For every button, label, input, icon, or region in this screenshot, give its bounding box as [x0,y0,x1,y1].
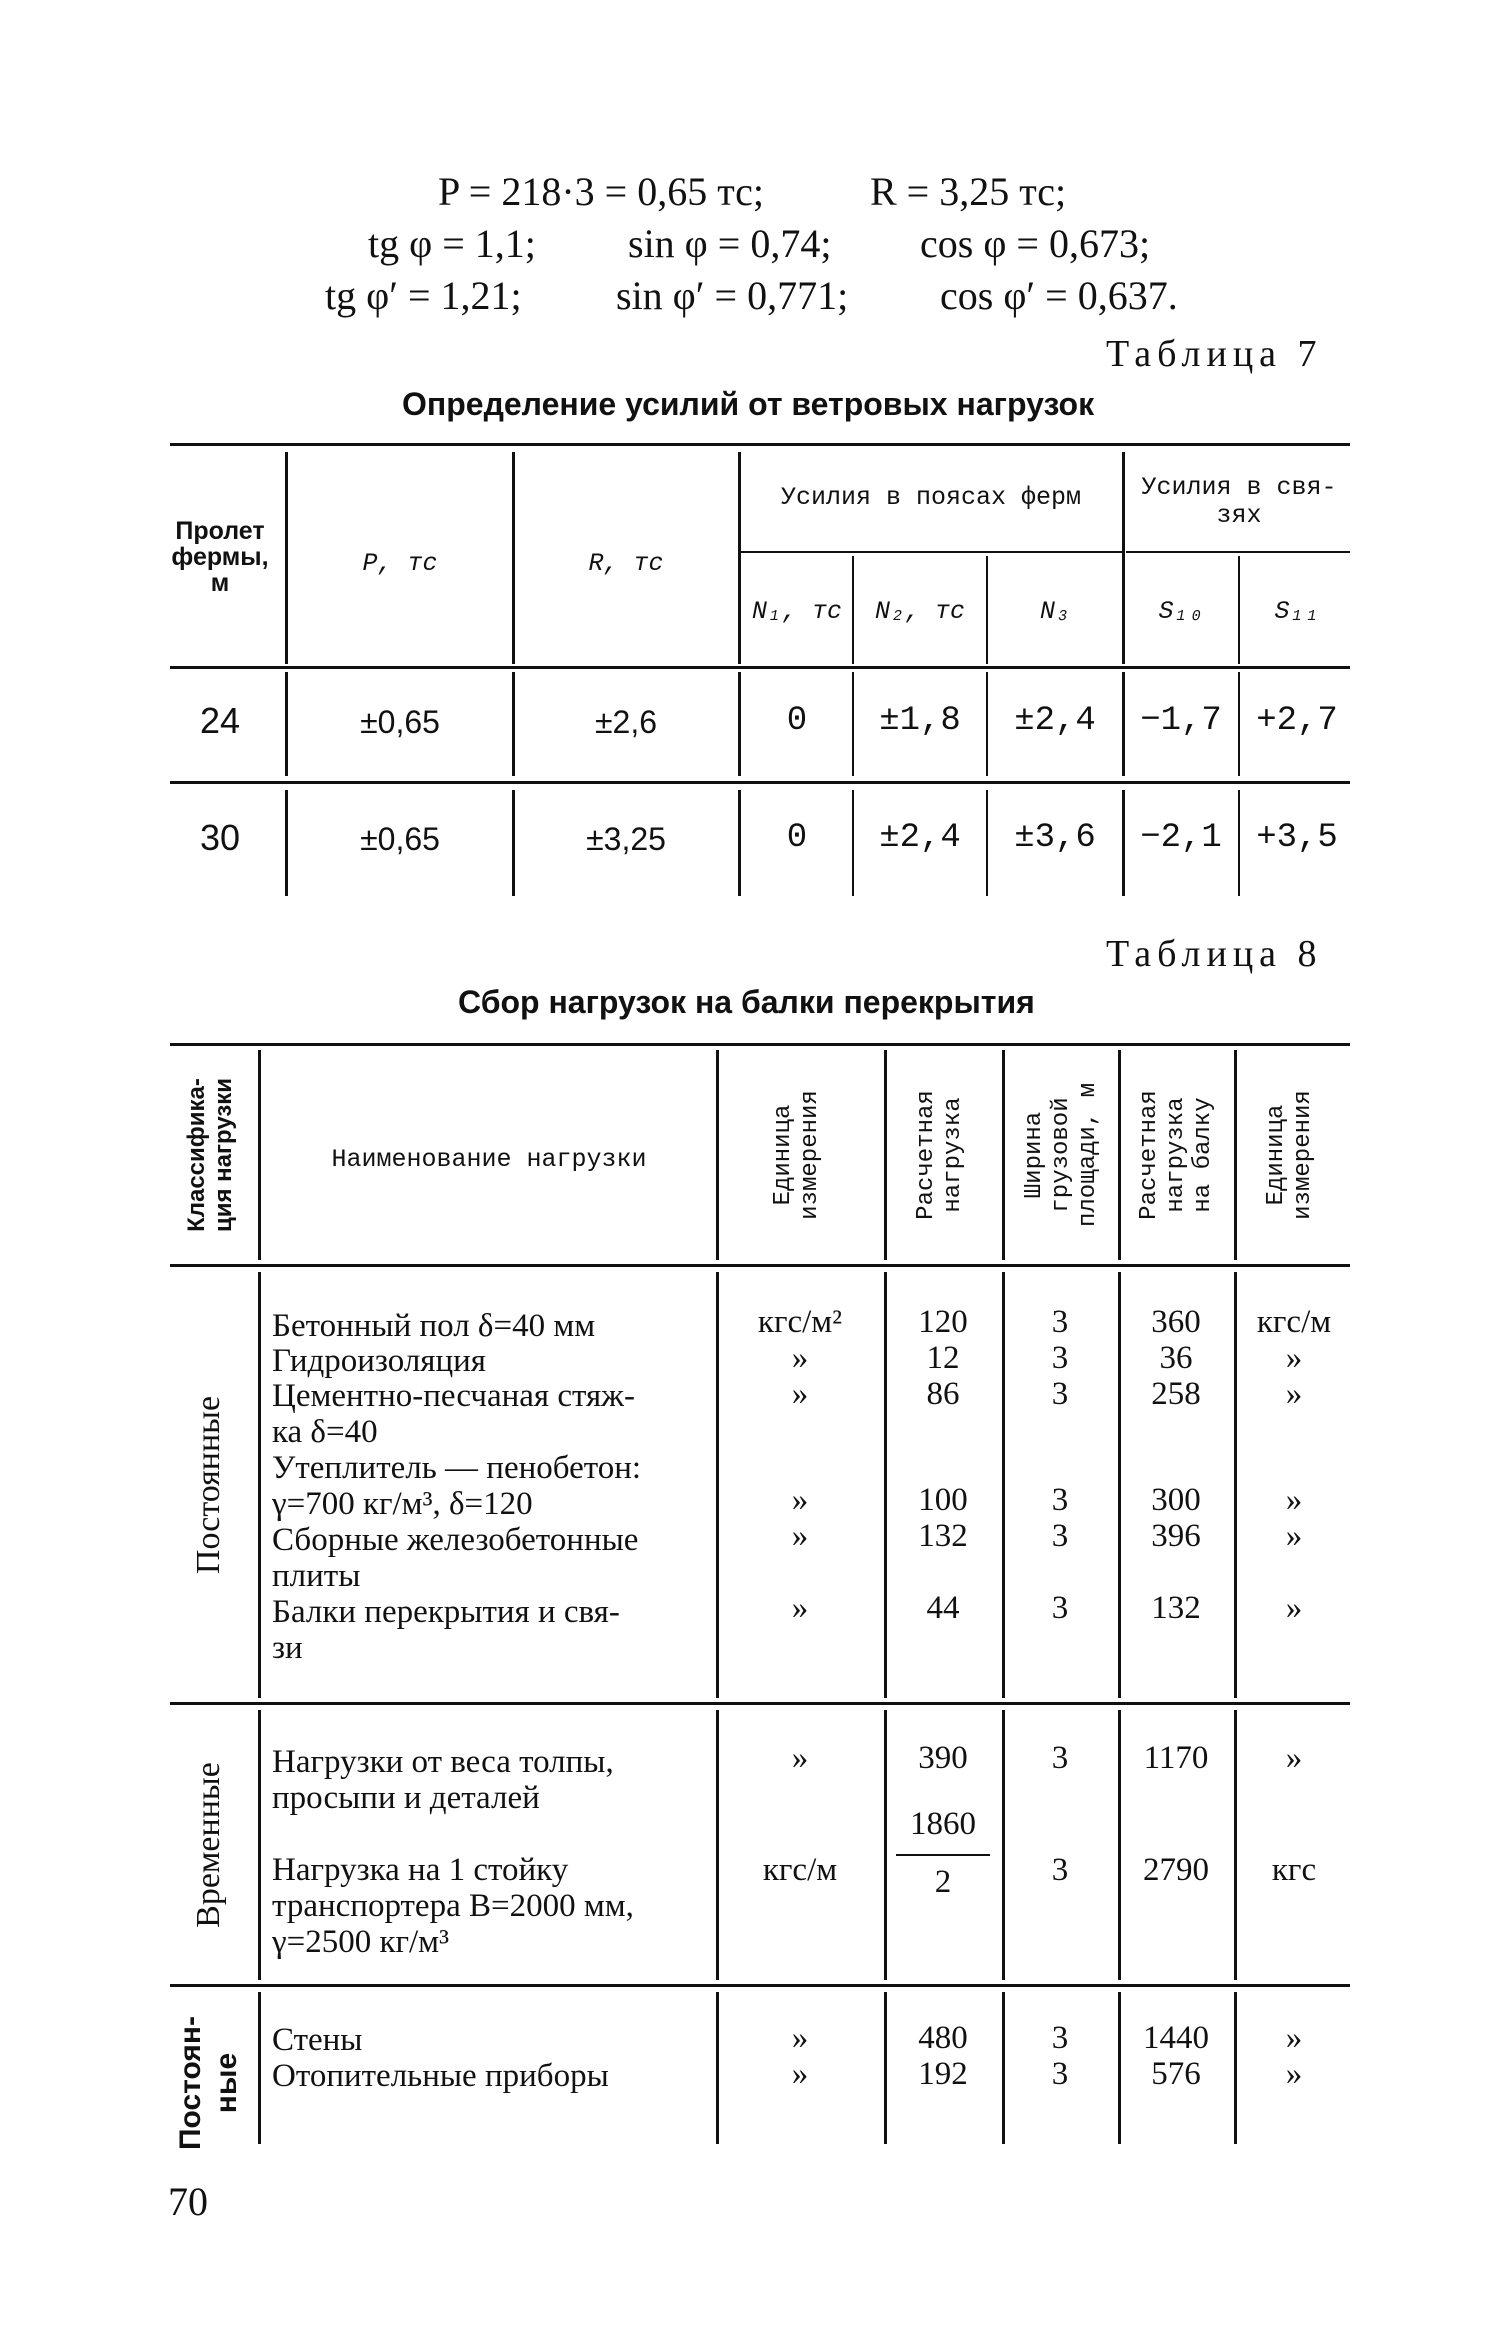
t7-header-r: R, тс [588,549,664,578]
t7-header-n2: N₂, тс [874,597,965,626]
t7-header-belt-group: Усилия в поясах ферм [780,483,1082,512]
t8-group-temporary-label: Временные [190,1762,227,1928]
t8-g1-r6-name-1: Балки перекрытия и свя- [272,1594,620,1630]
t8-header-classification: Классифика- ция нагрузки [183,1077,237,1233]
formula-sin-prime: sin φ′ = 0,771; [616,273,849,318]
t8-header-design-load: Расчетная нагрузка [913,1090,967,1220]
t8-g1-r6-unit2: » [1285,1590,1303,1626]
t8-g1-r1-unit1: кгс/м² [757,1304,843,1340]
t8-header-unit2: Единица измерения [1263,1090,1317,1220]
t7-row2-s11: +3,5 [1256,819,1338,857]
formula-cos-prime: cos φ′ = 0,637. [940,273,1178,318]
t8-g1-r5-beam: 396 [1151,1518,1201,1554]
t8-g3-r2-unit1: » [791,2056,809,2092]
t8-g1-r3-unit2: » [1285,1376,1303,1412]
t8-g1-r5-width: 3 [1051,1518,1069,1554]
t7-row1-n1: 0 [786,702,808,740]
t8-g2-r2-name-1: Нагрузка на 1 стойку [272,1852,569,1888]
t8-g2-r2-beam: 2790 [1143,1852,1209,1888]
fraction-bar [896,1854,990,1856]
t8-g1-r5-name-2: плиты [272,1558,361,1594]
table8-caption: Таблица 8 [1106,933,1323,975]
t7-row2-r: ±3,25 [586,821,666,857]
t8-g2-r1-load: 390 [918,1740,968,1776]
t7-header-n1: N₁, тс [751,597,842,626]
t8-g1-r4-unit1: » [791,1482,809,1518]
t8-g1-r1-beam: 360 [1151,1304,1201,1340]
t7-row1-r: ±2,6 [594,704,658,740]
t7-row1-span: 24 [199,700,241,741]
t8-g1-r4-unit2: » [1285,1482,1303,1518]
t8-g1-r4-width: 3 [1051,1482,1069,1518]
formula-cos: cos φ = 0,673; [920,221,1151,266]
t8-g3-r1-name: Стены [272,2022,363,2058]
t8-g2-r1-beam: 1170 [1143,1740,1209,1776]
t8-g1-r5-unit2: » [1285,1518,1303,1554]
t8-g2-r1-name-2: просыпи и деталей [272,1780,540,1816]
t8-g1-r4-name-1: Утеплитель — пенобетон: [272,1450,642,1486]
t7-row2-s10: −2,1 [1140,819,1222,857]
t7-header-link-group: Усилия в свя- зях [1141,473,1337,530]
t7-row1-s10: −1,7 [1140,702,1222,740]
t8-g1-r2-width: 3 [1051,1340,1069,1376]
t8-g1-r3-name-2: ка δ=40 [272,1414,378,1450]
t8-g2-r2-load-num: 1860 [910,1806,976,1842]
t8-g1-r3-beam: 258 [1151,1376,1201,1412]
t8-group-permanent-label: Постоянные [190,1395,227,1575]
t7-header-p: P, тс [362,549,438,578]
t8-g2-r2-unit2: кгс [1271,1852,1317,1888]
t8-g1-r3-unit1: » [791,1376,809,1412]
t8-g3-r2-name: Отопительные приборы [272,2058,609,2094]
table7-title: Определение усилий от ветровых нагрузок [402,386,1095,422]
t8-g1-r6-width: 3 [1051,1590,1069,1626]
t8-g1-r3-load: 86 [926,1376,960,1412]
page-number: 70 [168,2179,208,2224]
t7-row1-n2: ±1,8 [879,702,961,740]
t8-g1-r4-name-2: γ=700 кг/м³, δ=120 [272,1486,533,1522]
t8-g3-r1-unit2: » [1285,2020,1303,2056]
t7-row1-s11: +2,7 [1256,702,1338,740]
t8-g3-r1-beam: 1440 [1143,2020,1209,2056]
t8-header-unit1: Единица измерения [770,1090,824,1220]
t8-g1-r2-load: 12 [926,1340,960,1376]
t8-g2-r2-width: 3 [1051,1852,1069,1888]
formula-p: P = 218·3 = 0,65 тс; [438,169,765,214]
t8-g1-r5-unit1: » [791,1518,809,1554]
t8-g3-r1-load: 480 [918,2020,968,2056]
t8-g1-r6-unit1: » [791,1590,809,1626]
t8-g1-r3-name-1: Цементно-песчаная стяж- [272,1378,635,1414]
t7-header-n3: N₃ [1039,597,1070,626]
t8-header-beam-load: Расчетная нагрузка на балку [1136,1090,1217,1220]
t8-g2-r2-unit1: кгс/м [762,1852,838,1888]
t8-g1-r6-load: 44 [926,1590,960,1626]
t7-header-s11: S₁₁ [1274,597,1320,626]
formula-tg-prime: tg φ′ = 1,21; [325,273,522,318]
t7-row1-n3: ±2,4 [1014,702,1096,740]
t8-g2-r2-name-2: транспортера B=2000 мм, [272,1888,634,1924]
t8-g3-r2-beam: 576 [1151,2056,1201,2092]
t7-row1-p: ±0,65 [360,704,440,740]
t8-g2-r2-name-3: γ=2500 кг/м³ [272,1924,449,1960]
t8-g1-r6-beam: 132 [1151,1590,1201,1626]
t8-g1-r3-width: 3 [1051,1376,1069,1412]
t8-g1-r6-name-2: зи [272,1630,303,1666]
t8-g1-r1-width: 3 [1051,1304,1069,1340]
t8-g2-r1-unit1: » [791,1740,809,1776]
t8-g1-r2-beam: 36 [1159,1340,1193,1376]
t7-row2-n2: ±2,4 [879,819,961,857]
t7-row2-p: ±0,65 [360,821,440,857]
t8-g3-r2-unit2: » [1285,2056,1303,2092]
t8-g3-r1-unit1: » [791,2020,809,2056]
t8-g2-r1-unit2: » [1285,1740,1303,1776]
t8-header-width: Ширина грузовой площади, м [1021,1082,1102,1228]
t8-g1-r5-name-1: Сборные железобетонные [272,1522,639,1558]
t8-g3-r2-load: 192 [918,2056,968,2092]
table8-title: Сбор нагрузок на балки перекрытия [458,984,1035,1020]
t8-group-permanent2-label: Постоян- ные [174,2015,243,2151]
formula-tg: tg φ = 1,1; [368,221,536,266]
t8-header-name: Наименование нагрузки [331,1145,647,1174]
t8-g3-r2-width: 3 [1051,2056,1069,2092]
t7-header-span: Пролет фермы, м [171,517,269,597]
t8-g1-r4-beam: 300 [1151,1482,1201,1518]
t8-g2-r1-width: 3 [1051,1740,1069,1776]
t7-row2-n1: 0 [786,819,808,857]
t8-g1-r2-name: Гидроизоляция [272,1343,486,1379]
t7-row2-n3: ±3,6 [1014,819,1096,857]
t8-g1-r5-load: 132 [918,1518,968,1554]
t8-g3-r1-width: 3 [1051,2020,1069,2056]
t8-g2-r1-name-1: Нагрузки от веса толпы, [272,1744,614,1780]
t8-g1-r2-unit2: » [1285,1340,1303,1376]
formula-r: R = 3,25 тс; [870,169,1067,214]
t8-g1-r1-load: 120 [918,1304,968,1340]
formula-sin: sin φ = 0,74; [628,221,832,266]
t8-g1-r4-load: 100 [918,1482,968,1518]
t8-g1-r1-unit2: кгс/м [1256,1304,1332,1340]
t7-header-s10: S₁₀ [1158,597,1204,626]
t8-g2-r2-load-den: 2 [934,1864,952,1900]
t7-row2-span: 30 [199,817,241,858]
table7-caption: Таблица 7 [1106,333,1323,375]
t8-g1-r1-name: Бетонный пол δ=40 мм [272,1308,596,1344]
t8-g1-r2-unit1: » [791,1340,809,1376]
